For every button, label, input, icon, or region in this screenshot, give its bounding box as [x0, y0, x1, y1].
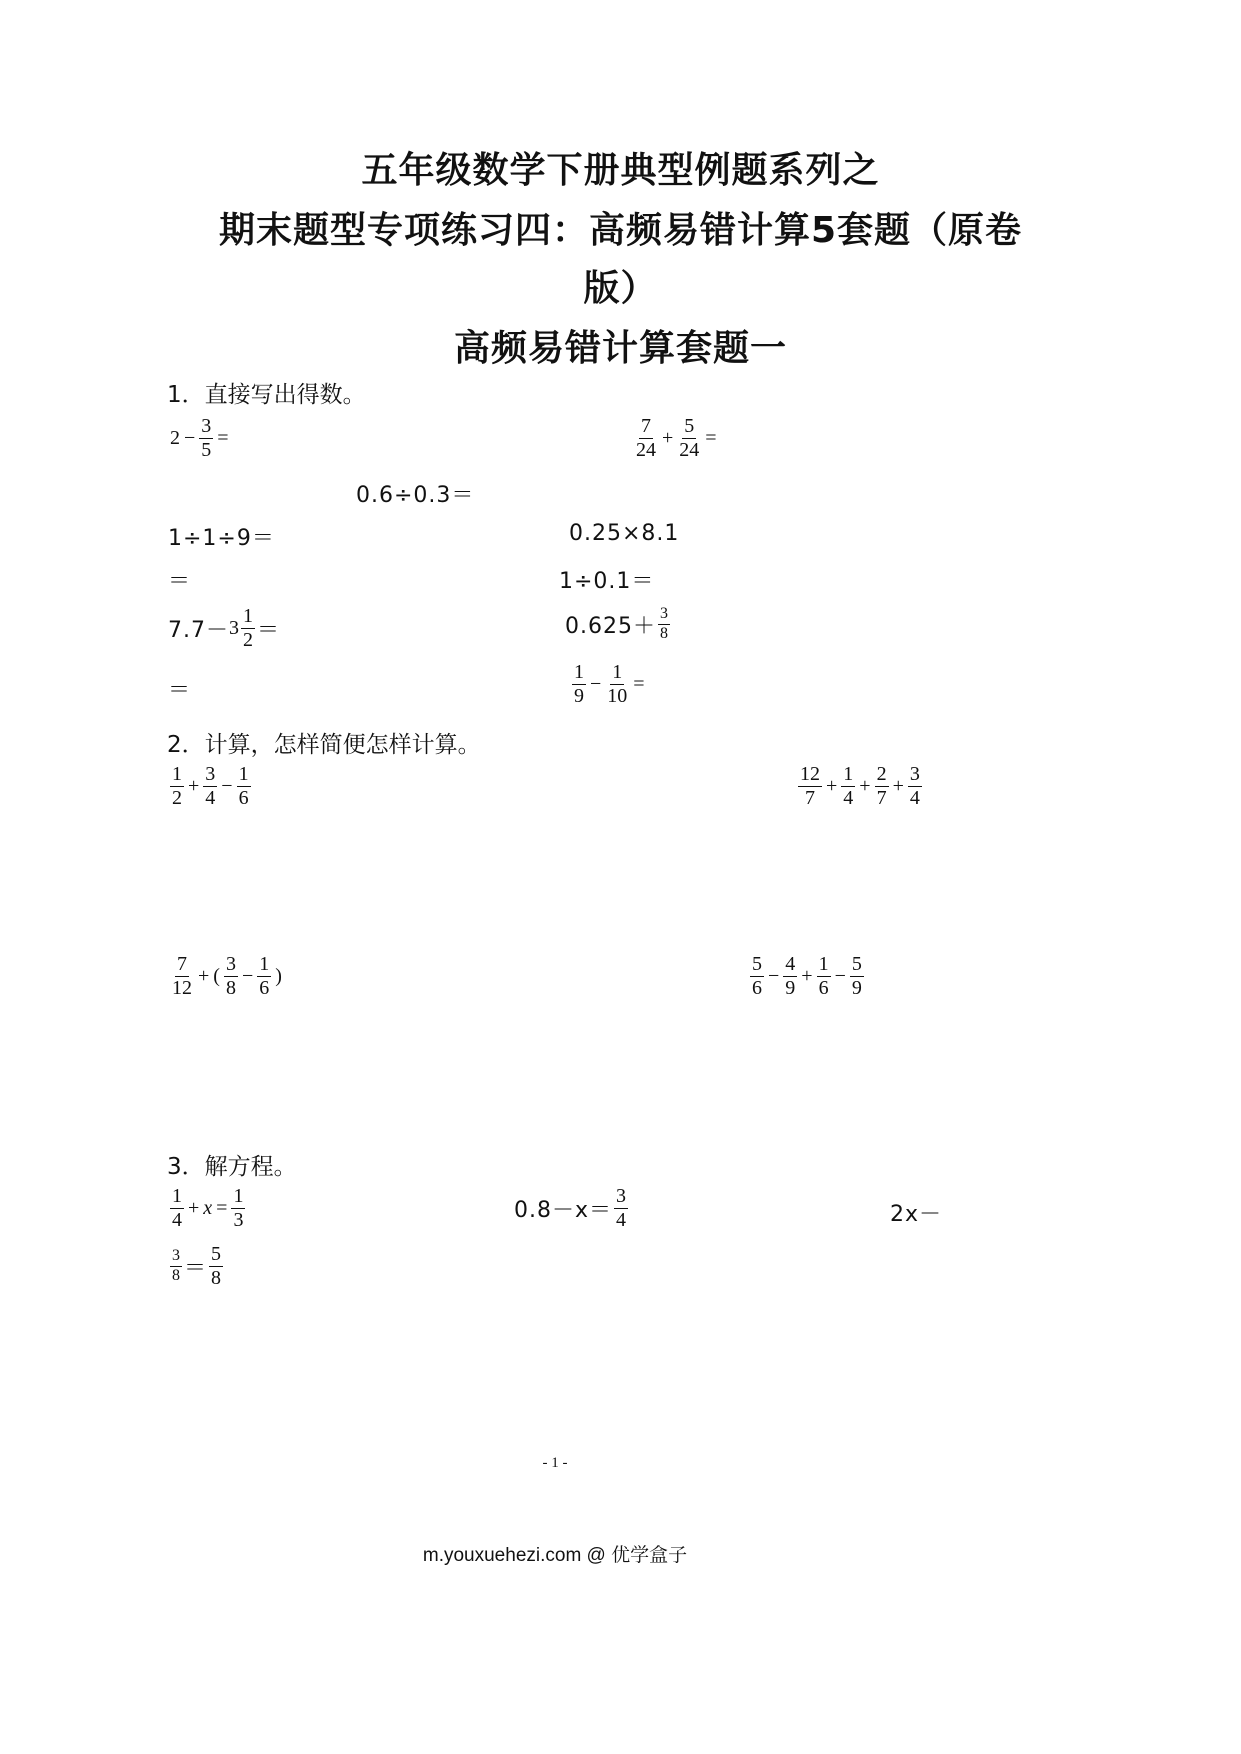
doc-title-line2: 期末题型专项练习四：高频易错计算5套题（原卷 [218, 210, 1023, 251]
doc-title-line1: 五年级数学下册典型例题系列之 [361, 150, 880, 191]
fraction: $\frac{5}{8}$ [211, 1243, 222, 1289]
q1-item-k [570, 662, 647, 707]
q1-a-whole: 2 [170, 427, 180, 449]
minus-sign: − [184, 427, 196, 449]
plus-sign: + [801, 965, 813, 987]
q3-equation-2 [514, 1186, 630, 1231]
plus-sign: + [859, 775, 871, 797]
fraction: $\frac{1}{2}$ [243, 605, 253, 651]
plus-sign: + [198, 965, 210, 987]
minus-sign: − [221, 775, 233, 797]
fraction: $\frac{3}{4}$ [909, 763, 920, 809]
close-paren: ) [275, 965, 282, 987]
fraction: $\frac{1}{6}$ [238, 763, 249, 809]
q3-equation-3-prefix: 2x－ [890, 1202, 943, 1227]
fraction: $\frac{3}{4}$ [616, 1185, 627, 1231]
fraction: $\frac{1}{2}$ [172, 763, 182, 809]
minus-sign: − [241, 965, 254, 987]
fraction: $\frac{3}{8}$ [172, 1247, 180, 1284]
fraction: $\frac{5}{9}$ [851, 953, 862, 999]
plus-sign: + [826, 775, 838, 797]
fraction: $\frac{1}{9}$ [574, 661, 584, 707]
q1-item-f: ＝ [168, 569, 192, 594]
minus-sign: − [590, 673, 602, 695]
plus-sign: + [662, 427, 674, 449]
q2-problem-4 [748, 954, 866, 999]
q2-heading: 2．计算，怎样简便怎样计算。 [167, 732, 481, 758]
q1-item-a [168, 416, 231, 461]
section-title: 高频易错计算套题一 [453, 328, 787, 369]
equals-sign: = [216, 1197, 228, 1219]
equals-sign: ＝ [257, 618, 281, 643]
variable-x: x [203, 1197, 213, 1219]
equals-sign: = [633, 673, 645, 695]
fraction: $\frac{1}{4}$ [172, 1185, 182, 1231]
fraction: $\frac{7}{24}$ [636, 415, 656, 461]
fraction: $\frac{3}{8}$ [225, 953, 236, 999]
plus-sign: + [188, 775, 200, 797]
q2-problem-2 [796, 764, 924, 809]
q1-heading: 1．直接写出得数。 [167, 382, 366, 408]
open-paren: ( [213, 965, 220, 987]
q2-problem-3 [168, 954, 284, 999]
q1-item-j: ＝ [168, 678, 192, 703]
minus-sign: − [834, 965, 846, 987]
q3-heading: 3．解方程。 [167, 1154, 297, 1180]
mixed-whole: 3 [229, 617, 239, 639]
q1-item-c: 0.6÷0.3＝ [356, 483, 475, 508]
footer-watermark: m.youxuehezi.com @ 优学盒子 [422, 1545, 688, 1566]
q1-i-prefix: 0.625＋ [565, 613, 656, 639]
q1-item-g: 1÷0.1＝ [559, 569, 655, 594]
doc-title-line3: 版） [583, 268, 658, 309]
q3-equation-3-cont [168, 1244, 225, 1289]
equals-sign: = [217, 427, 229, 449]
q1-item-h [168, 606, 280, 651]
fraction: $\frac{3}{8}$ [659, 605, 668, 642]
fraction: $\frac{2}{7}$ [876, 763, 887, 809]
fraction: $\frac{4}{9}$ [785, 953, 796, 999]
fraction: $\frac{12}{7}$ [800, 763, 820, 809]
fraction: $\frac{1}{6}$ [818, 953, 829, 999]
q2-problem-1 [168, 764, 253, 809]
fraction: $\frac{3}{5}$ [201, 415, 212, 461]
q3-e2-prefix: 0.8－x＝ [514, 1198, 613, 1223]
equals-sign: ＝ [184, 1256, 208, 1281]
page-number: - 1 - [542, 1455, 568, 1471]
q1-item-d: 1÷1÷9＝ [168, 526, 275, 551]
equals-sign: = [705, 427, 717, 449]
q3-equation-1 [168, 1186, 247, 1231]
fraction: $\frac{1}{6}$ [259, 953, 270, 999]
q1-item-e: 0.25×8.1 [569, 521, 680, 546]
q1-item-i [565, 606, 672, 643]
q1-h-prefix: 7.7－ [168, 618, 229, 643]
minus-sign: − [768, 965, 780, 987]
fraction: $\frac{1}{10}$ [607, 661, 628, 707]
fraction: $\frac{3}{4}$ [205, 763, 216, 809]
q1-item-b [632, 416, 719, 461]
fraction: $\frac{1}{3}$ [233, 1185, 244, 1231]
fraction: $\frac{5}{6}$ [752, 953, 762, 999]
fraction: $\frac{5}{24}$ [679, 415, 700, 461]
plus-sign: + [892, 775, 904, 797]
fraction: $\frac{7}{12}$ [172, 953, 192, 999]
fraction: $\frac{1}{4}$ [843, 763, 854, 809]
plus-sign: + [188, 1197, 200, 1219]
